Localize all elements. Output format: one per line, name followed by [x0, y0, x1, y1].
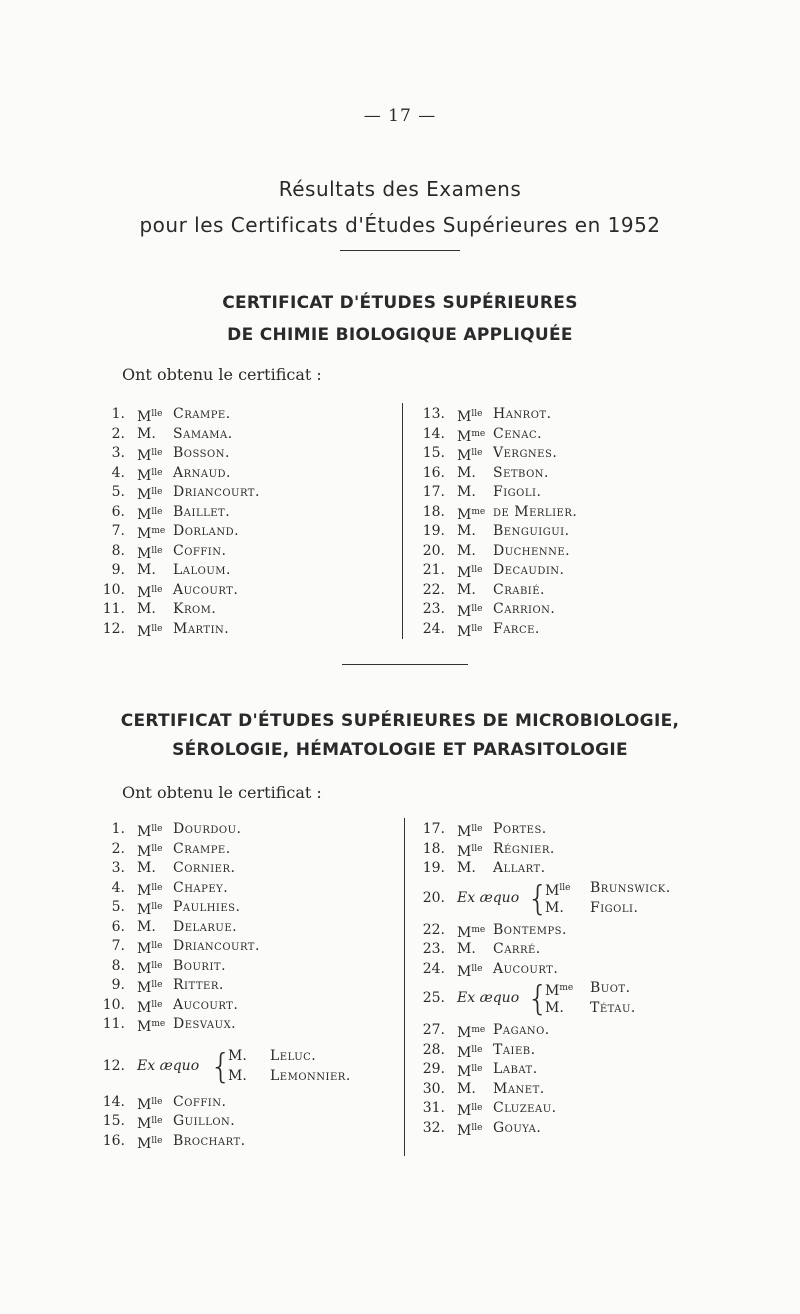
honorific-main: M	[457, 824, 472, 840]
candidate-name: Leluc.	[270, 1047, 317, 1064]
candidate-name: Decaudin.	[493, 562, 565, 578]
honorific-suffix: me	[471, 428, 486, 439]
candidate-name: Brunswick.	[590, 879, 671, 896]
honorific-main: M	[137, 1116, 152, 1132]
candidate-name: Tétau.	[590, 1000, 636, 1016]
honorific-main: M	[137, 526, 152, 542]
candidate-name: Bosson.	[173, 445, 230, 461]
honorific-main: M	[457, 623, 472, 640]
honorific-suffix: lle	[471, 623, 483, 634]
rank-number: 13.	[422, 406, 445, 422]
rank-number: 3.	[111, 445, 125, 461]
rank-number: 19.	[422, 523, 445, 539]
honorific-suffix: me	[471, 506, 486, 517]
honorific-suffix: me	[559, 983, 574, 993]
honorific-main: M.	[457, 484, 476, 500]
rank-number: 20.	[422, 889, 445, 906]
honorific-main: M	[457, 1025, 472, 1041]
honorific-main: M	[457, 409, 472, 425]
honorific-suffix: lle	[151, 824, 163, 834]
honorific-main: M	[457, 1044, 472, 1061]
rank-number: 12.	[102, 620, 125, 637]
honorific	[457, 1119, 482, 1141]
candidate-name: Dourdou.	[173, 821, 242, 837]
candidate-name: Cenac.	[493, 425, 543, 442]
honorific-suffix: lle	[151, 545, 163, 556]
main-title-line-2: pour les Certificats d'Études Supérieures en 1952	[139, 213, 661, 237]
rank-number: 16.	[102, 1132, 125, 1149]
rank-number: 6.	[111, 503, 125, 520]
honorific-main: M	[545, 983, 560, 999]
rank-number: 20.	[422, 542, 445, 559]
honorific-main: M	[137, 980, 152, 996]
rank-number: 31.	[422, 1100, 445, 1116]
cert2-title-line-2: SÉROLOGIE, HÉMATOLOGIE ET PARASITOLOGIE	[172, 740, 628, 760]
exaequo-label: Ex æquo	[457, 990, 520, 1006]
candidate-name: Bontemps.	[493, 921, 567, 938]
honorific	[457, 620, 482, 642]
honorific-suffix: lle	[151, 1096, 163, 1107]
honorific	[457, 542, 476, 561]
rank-number: 10.	[102, 581, 125, 598]
honorific-suffix: me	[151, 1019, 166, 1029]
honorific	[457, 483, 476, 502]
rank-number: 11.	[102, 601, 125, 617]
candidate-name: Coffin.	[173, 1093, 227, 1110]
candidate-name: Brochart.	[173, 1132, 246, 1149]
rank-number: 23.	[422, 601, 445, 617]
rank-number: 6.	[111, 918, 125, 935]
honorific-main: M	[137, 506, 152, 523]
rank-number: 28.	[422, 1041, 445, 1058]
candidate-name: Carrion.	[493, 601, 556, 617]
honorific-main: M	[137, 584, 152, 601]
rank-number: 21.	[422, 562, 445, 578]
honorific-main: M.	[457, 1080, 476, 1097]
rank-number: 15.	[422, 445, 445, 461]
rank-number: 4.	[111, 879, 125, 896]
rank-number: 9.	[111, 977, 125, 993]
candidate-name: Arnaud.	[173, 464, 232, 481]
honorific-main: M	[457, 1122, 472, 1139]
candidate-name: Gouya.	[493, 1119, 542, 1136]
candidate-name: Lemonnier.	[270, 1067, 351, 1084]
honorific-main: M.	[457, 464, 476, 481]
honorific-suffix: lle	[471, 604, 483, 614]
honorific-suffix: lle	[151, 409, 163, 419]
honorific-main: M.	[228, 1067, 247, 1084]
honorific	[545, 999, 564, 1018]
candidate-name: Krom.	[173, 601, 217, 617]
honorific-main: M	[457, 924, 472, 941]
rank-number: 1.	[111, 406, 125, 422]
candidate-name: Samama.	[173, 425, 233, 442]
rank-number: 7.	[111, 523, 125, 539]
honorific	[457, 940, 476, 959]
honorific	[457, 960, 482, 982]
candidate-name: Cornier.	[173, 860, 236, 876]
honorific-suffix: me	[151, 526, 166, 536]
honorific-main: M	[137, 1096, 152, 1113]
rank-number: 22.	[422, 581, 445, 598]
title-divider	[340, 250, 460, 251]
honorific-main: M.	[228, 1047, 247, 1064]
candidate-name: Portes.	[493, 821, 547, 837]
rank-number: 17.	[422, 821, 445, 837]
honorific	[137, 859, 156, 878]
honorific-main: M	[457, 963, 472, 980]
honorific-main: M.	[545, 1000, 564, 1016]
candidate-name: Farce.	[493, 620, 540, 637]
honorific-main: M	[457, 843, 472, 860]
cert1-title-line-2: DE CHIMIE BIOLOGIQUE APPLIQUÉE	[227, 325, 573, 345]
rank-number: 19.	[422, 860, 445, 876]
honorific-suffix: lle	[471, 963, 483, 974]
rank-number: 32.	[422, 1119, 445, 1136]
rank-number: 29.	[422, 1061, 445, 1077]
candidate-name: Figoli.	[493, 484, 542, 500]
honorific	[457, 581, 476, 600]
rank-number: 30.	[422, 1080, 445, 1097]
honorific	[545, 879, 570, 901]
candidate-name: Allart.	[493, 860, 546, 876]
honorific-suffix: lle	[151, 1135, 163, 1146]
honorific	[137, 918, 156, 937]
rank-number: 9.	[111, 562, 125, 578]
cert2-intro: Ont obtenu le certificat :	[122, 783, 322, 802]
honorific	[457, 1080, 476, 1099]
candidate-name: Chapey.	[173, 879, 229, 896]
honorific-suffix: lle	[151, 843, 163, 854]
honorific-suffix: lle	[151, 941, 163, 951]
honorific	[137, 1132, 162, 1154]
honorific	[137, 620, 162, 642]
honorific-suffix: me	[471, 1025, 486, 1035]
honorific-suffix: me	[471, 924, 486, 935]
rank-number: 10.	[102, 996, 125, 1013]
honorific-suffix: lle	[151, 960, 163, 971]
honorific-main: M	[457, 565, 472, 581]
honorific-suffix: lle	[151, 882, 163, 893]
candidate-name: Crampe.	[173, 840, 231, 857]
candidate-name: Cluzeau.	[493, 1100, 557, 1116]
candidate-name: Laloum.	[173, 562, 231, 578]
honorific-main: M.	[137, 562, 156, 578]
candidate-name: Pagano.	[493, 1022, 550, 1038]
honorific-main: M	[545, 882, 560, 899]
brace-icon: {	[527, 979, 549, 1019]
rank-number: 14.	[102, 1093, 125, 1110]
honorific-main: M.	[457, 523, 476, 539]
cert1-title-line-1: CERTIFICAT D'ÉTUDES SUPÉRIEURES	[222, 293, 578, 313]
honorific-main: M.	[457, 581, 476, 598]
brace-icon: {	[210, 1046, 232, 1087]
honorific-main: M	[457, 1064, 472, 1080]
honorific-main: M	[137, 882, 152, 899]
honorific	[228, 1047, 247, 1066]
honorific-main: M.	[545, 899, 564, 916]
honorific-main: M	[137, 824, 152, 840]
rank-number: 12.	[102, 1057, 125, 1074]
honorific-main: M	[457, 604, 472, 620]
candidate-name: Hanrot.	[493, 406, 552, 422]
rank-number: 3.	[111, 860, 125, 876]
rank-number: 7.	[111, 938, 125, 954]
rank-number: 27.	[422, 1022, 445, 1038]
rank-number: 11.	[102, 1016, 125, 1032]
honorific-suffix: lle	[151, 980, 163, 990]
candidate-name: Baillet.	[173, 503, 231, 520]
honorific-main: M	[457, 428, 472, 445]
rank-number: 25.	[422, 990, 445, 1006]
honorific-main: M.	[137, 860, 156, 876]
honorific-main: M	[457, 448, 472, 464]
honorific	[545, 979, 573, 1001]
honorific-main: M.	[457, 542, 476, 559]
rank-number: 17.	[422, 484, 445, 500]
rank-number: 2.	[111, 840, 125, 857]
rank-number: 8.	[111, 542, 125, 559]
cert2-column-divider	[404, 818, 405, 1156]
honorific	[457, 522, 476, 541]
honorific-suffix: lle	[471, 1122, 483, 1133]
honorific-main: M.	[457, 941, 476, 957]
candidate-name: Benguigui.	[493, 523, 570, 539]
candidate-name: Delarue.	[173, 918, 238, 935]
honorific-main: M	[137, 1019, 152, 1035]
honorific-main: M	[137, 999, 152, 1016]
rank-number: 23.	[422, 941, 445, 957]
section-divider	[342, 664, 468, 665]
candidate-name: Driancourt.	[173, 938, 260, 954]
honorific-suffix: lle	[151, 623, 163, 634]
candidate-name: Figoli.	[590, 899, 639, 916]
honorific-main: M.	[137, 425, 156, 442]
honorific-suffix: lle	[471, 409, 483, 419]
candidate-name: Labat.	[493, 1061, 538, 1077]
cert1-column-divider	[402, 403, 403, 639]
honorific-suffix: lle	[471, 824, 483, 834]
honorific-main: M	[137, 941, 152, 957]
candidate-name: de Merlier.	[493, 503, 578, 520]
candidate-name: Régnier.	[493, 840, 555, 857]
candidate-name: Manet.	[493, 1080, 545, 1097]
candidate-name: Aucourt.	[173, 581, 239, 598]
candidate-name: Ritter.	[173, 977, 224, 993]
honorific-main: M	[137, 623, 152, 640]
honorific-suffix: lle	[151, 1116, 163, 1126]
candidate-name: Guillon.	[173, 1113, 236, 1129]
rank-number: 1.	[111, 821, 125, 837]
rank-number: 4.	[111, 464, 125, 481]
honorific-main: M	[137, 409, 152, 425]
candidate-name: Buot.	[590, 980, 631, 996]
candidate-name: Carré.	[493, 941, 541, 957]
rank-number: 14.	[422, 425, 445, 442]
honorific	[457, 859, 476, 878]
page-number: — 17 —	[363, 106, 437, 126]
honorific-suffix: lle	[471, 1044, 483, 1055]
candidate-name: Aucourt.	[493, 960, 559, 977]
rank-number: 2.	[111, 425, 125, 442]
honorific-main: M	[137, 1135, 152, 1152]
honorific-suffix: lle	[151, 487, 163, 497]
honorific-suffix: lle	[151, 467, 163, 478]
candidate-name: Crampe.	[173, 406, 231, 422]
candidate-name: Bourit.	[173, 957, 227, 974]
candidate-name: Aucourt.	[173, 996, 239, 1013]
candidate-name: Desvaux.	[173, 1016, 237, 1032]
honorific-main: M	[137, 487, 152, 503]
exaequo-label: Ex æquo	[137, 1057, 200, 1074]
honorific-main: M.	[457, 860, 476, 876]
honorific-main: M	[137, 960, 152, 977]
honorific-main: M	[457, 506, 472, 523]
honorific-main: M	[137, 545, 152, 562]
cert2-title-line-1: CERTIFICAT D'ÉTUDES SUPÉRIEURES DE MICROBIOLOGIE,	[120, 711, 680, 731]
candidate-name: Taieb.	[493, 1041, 536, 1058]
honorific-suffix: lle	[471, 448, 483, 458]
rank-number: 18.	[422, 840, 445, 857]
rank-number: 15.	[102, 1113, 125, 1129]
candidate-name: Paulhies.	[173, 899, 241, 915]
rank-number: 22.	[422, 921, 445, 938]
candidate-name: Duchenne.	[493, 542, 571, 559]
honorific	[457, 464, 476, 483]
honorific	[137, 600, 156, 619]
honorific-suffix: lle	[559, 882, 571, 893]
honorific-suffix: lle	[471, 843, 483, 854]
candidate-name: Crabié.	[493, 581, 546, 598]
candidate-name: Vergnes.	[493, 445, 558, 461]
honorific-suffix: lle	[471, 1103, 483, 1113]
rank-number: 24.	[422, 620, 445, 637]
rank-number: 24.	[422, 960, 445, 977]
rank-number: 5.	[111, 484, 125, 500]
rank-number: 16.	[422, 464, 445, 481]
honorific	[137, 561, 156, 580]
honorific	[228, 1067, 247, 1086]
honorific	[137, 425, 156, 444]
honorific-main: M	[137, 448, 152, 464]
candidate-name: Dorland.	[173, 523, 240, 539]
candidate-name: Driancourt.	[173, 484, 260, 500]
honorific-suffix: lle	[151, 902, 163, 912]
honorific-main: M	[137, 902, 152, 918]
honorific-main: M.	[137, 918, 156, 935]
candidate-name: Coffin.	[173, 542, 227, 559]
rank-number: 8.	[111, 957, 125, 974]
exaequo-label: Ex æquo	[457, 889, 520, 906]
honorific-suffix: lle	[151, 448, 163, 458]
candidate-name: Martin.	[173, 620, 230, 637]
honorific-main: M.	[137, 601, 156, 617]
honorific-suffix: lle	[151, 584, 163, 595]
honorific	[137, 1015, 165, 1037]
rank-number: 18.	[422, 503, 445, 520]
brace-icon: {	[527, 878, 549, 919]
main-title-line-1: Résultats des Examens	[278, 177, 522, 201]
honorific-suffix: lle	[471, 1064, 483, 1074]
honorific-main: M	[457, 1103, 472, 1119]
honorific	[545, 899, 564, 918]
honorific-suffix: lle	[471, 565, 483, 575]
honorific-suffix: lle	[151, 506, 163, 517]
candidate-name: Setbon.	[493, 464, 549, 481]
rank-number: 5.	[111, 899, 125, 915]
cert1-intro: Ont obtenu le certificat :	[122, 365, 322, 384]
honorific-main: M	[137, 843, 152, 860]
honorific-main: M	[137, 467, 152, 484]
honorific-suffix: lle	[151, 999, 163, 1010]
